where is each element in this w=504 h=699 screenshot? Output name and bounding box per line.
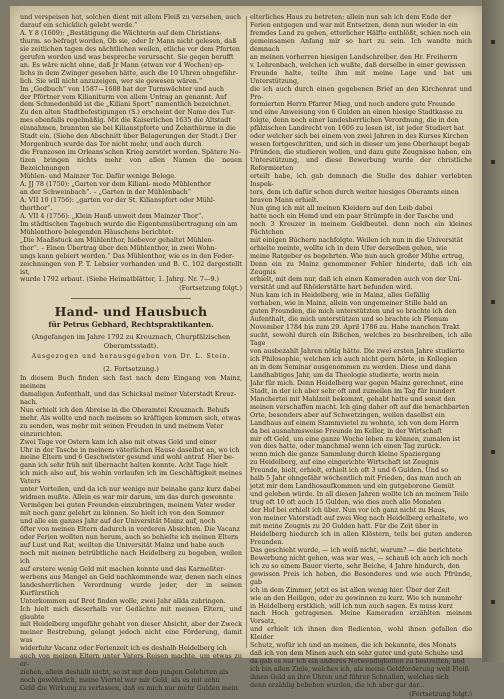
text-line: Landhaus auf einem Stammvietel zu wohnte, ich von dem Herrn bbox=[250, 418, 459, 427]
text-line: Nun erhielt ich den Abreise in die Oberamtei Kreuznach. Behufs bbox=[20, 405, 230, 414]
text-line: A. VII 10 (1756): „garten vor der St. Kilianspfort oder Mühl- bbox=[20, 195, 216, 204]
text-line: Unterkommen auf Brot finden wolle, zwei Jahr allda zubringen. bbox=[20, 596, 226, 605]
text-line: Freunde, hielt, erhielt, erhielt ich oft 3 und 6 Gulden. Und so bbox=[250, 466, 449, 475]
text-line: hatte noch ein Hemd und ein paar Strümpfe in der Tasche und bbox=[250, 211, 454, 220]
text-line: öfter von meinen Eltern dadurch in vorderen Absichten. Die Vacanz bbox=[20, 525, 240, 534]
text-line: und eine Anweisung von 6 Gulden an einen hiesige Stadtkasse zu bbox=[250, 108, 463, 117]
text-line: Das geschieht wurde, — ich weiß nicht, warum? — die berichtete bbox=[250, 545, 463, 554]
text-line: Vermögen bei guten Freunden einzubringen, meinem Vater weder bbox=[20, 501, 236, 510]
text-line: lich. Sie will nicht anzuzeigen, wer sie gewesen wären.“ bbox=[20, 76, 203, 85]
text-line: versität und auf Rhöderstätte hart befunden wird. bbox=[250, 283, 413, 292]
edge-mark bbox=[491, 160, 495, 164]
article-body-continued bbox=[250, 14, 472, 690]
editor-line: Ausgezogen und herausgegeben von Dr. L. Stein. bbox=[31, 352, 231, 360]
text-line: zu Heidelberg, auf eine eingerichte Wirtschaft ist Zeugnis bbox=[250, 458, 439, 467]
text-line: Heidelberg hiedurch ich in allen Klöstern, teils bei guten anderen Freunden. bbox=[250, 529, 472, 546]
text-line: einnahmen, brannten sie bei Kilianstpforte und Zehnthürme in die bbox=[20, 124, 236, 133]
text-line: A. JJ 78 (1750): „Garten vor dem Kiliani- modo Mühlenthor bbox=[20, 180, 211, 189]
text-line: Jahr für mich. Denn Heidelberg war gegen Mainz gerechnet, eine bbox=[250, 378, 464, 387]
newspaper-page bbox=[10, 6, 482, 699]
edge-mark bbox=[491, 300, 495, 304]
text-line: mir oft Geld, um eine ganze Woche leben zu können, zumalen ist bbox=[250, 434, 461, 443]
text-line: Im städtischen Tagebuch wurde die Eigentumsübertragung ein am bbox=[20, 219, 238, 228]
text-line: thor“. – Einen Übertrag über den Mühlenthor, in zwei Wohn- bbox=[20, 243, 217, 252]
text-line: Uhr in der Tasche in meinem väterlichen Hause daselbst an, wo ich bbox=[20, 445, 240, 454]
text-line: Landhabtiges Jahr, um da Theologie studierte, worin mein bbox=[250, 370, 439, 379]
text-line: Nun kam ich in Heidelberg, wie in Mainz, alles Gefällig bbox=[250, 291, 430, 300]
text-line: Pfründen, die studieren wollen, und dazu gute Zeugnisse haben, ein bbox=[250, 148, 472, 157]
text-line: Freunde halte, teilte ihm mit meine Lage und bat um Unterstützung, bbox=[250, 68, 472, 85]
text-line: formierten Herrn Pfarrer Mieg, und noch andere gute Freunde bbox=[250, 100, 455, 109]
text-line: und erhielt ich ihnen den Bedienten, wohl ihnen gefallen die Kleider bbox=[250, 625, 472, 642]
text-line: jetzt mir dem Landhosaufkommen und ein gutgeborene Gemüt bbox=[250, 482, 455, 491]
text-line: auch von meinen Eltern unter Vaters Reisen machte, um etwas zu er- bbox=[20, 652, 242, 669]
article-intro: (Angefangen im Jahre 1792 zu Kreuznach, Churpfälzischen Oberamtsstadt). bbox=[31, 333, 231, 350]
text-line: Stadt, in der ich aber sehr oft und zumeilen im Tag für hundert bbox=[250, 386, 456, 395]
article-headline: Hand- und Hausbuch bbox=[54, 304, 208, 320]
text-line: denn erzählig beliehen wurden, die ich aber gar dar... bbox=[250, 681, 425, 690]
text-line: widerfuhr Vacanz oder Ferienzeit ich es deshalb Heidelberg ich bbox=[20, 644, 227, 653]
text-line: A. VII 4 (1756): „Klein Hauß unweit dem Mainzer Thor“. bbox=[20, 211, 204, 220]
text-line: ich zu so einem Bauer vierte, sehr Beiche, 4 Jahre hindurch, den bbox=[250, 561, 460, 570]
binding-edge bbox=[482, 0, 504, 662]
text-line: an in dem Seminar ausgenommen zu werden. Diese und dann bbox=[250, 362, 451, 371]
text-line: dem Schmedenbild ist die „Kiliani Sport“ namentlich bezeichnet. bbox=[20, 100, 232, 109]
text-line: erteilt habe, ich gab demnach die Stelle des dahier verlebten Inspek- bbox=[250, 172, 472, 189]
left-column bbox=[20, 13, 242, 693]
text-line: Im „Gedbuch“ von 1587—1688 hat der Turmwächter und auch bbox=[20, 84, 225, 93]
article-continuation bbox=[20, 14, 242, 284]
article-body bbox=[20, 375, 242, 693]
text-line: in Heidelberg erstklich, will ich nun auch sagen. Es muss kurz bbox=[250, 601, 453, 610]
text-line: auf Lust und Rat, weilten die Universität Mainz und habe auch bbox=[20, 540, 225, 549]
edge-mark bbox=[491, 450, 495, 454]
text-line: nach. bbox=[20, 397, 38, 406]
text-line: elterliches Haus zu betreten; allein nun sah ich dem Ende der bbox=[250, 13, 452, 21]
part-number: (2. Fortsetzung.) bbox=[103, 364, 159, 373]
text-line: oder Ferien wollten nun herum, auch so behielte ich meinen Eltern bbox=[20, 532, 239, 541]
text-line: ziehen, allein deshalb nicht, so ist mit dem jungen Gelehrten als bbox=[20, 668, 229, 677]
text-line: Denn ein zu Mainz genommener Fehler hinderte, daß ich ein Zeugnis bbox=[250, 259, 472, 276]
text-line: Ferien entgegen und war mit Entsetzen, denn nun wieder in ein bbox=[250, 20, 458, 29]
text-line: landesherrlichen Verordnung wurde jeder, der in seinen Kurfürstlich bbox=[20, 580, 242, 597]
text-line: die ich auch durch einen gegebenen Brief an den Kirchenrat und Pro- bbox=[250, 84, 472, 101]
article-byline: für Petrus Gebhard, Rechtspraktikanten. bbox=[48, 320, 214, 330]
text-line: trug oft 10 oft auch 15 Gulden, wie dies auch alle Monaten bbox=[250, 498, 442, 507]
text-line: ich in dem Zimmer, jetzt es ist allen wenig hier. Über der Zeit bbox=[250, 585, 450, 594]
text-line: gewissen Preis ich heben, die Besonderes und wie auch Pfründe, gab bbox=[250, 569, 472, 586]
text-line: meine Eltern und 6 Geschwister gesund und wohl antraf. Hier be- bbox=[20, 453, 235, 462]
text-line: mit noch ganz gelehrt zu können. So hielt ich von den Sommer bbox=[20, 509, 225, 518]
text-line: widmen mußte. Allein es war mir darum, um das durch gewonnte bbox=[20, 493, 234, 502]
edge-mark bbox=[491, 40, 495, 44]
text-line: da gab es nur ich ein anderes Notwendigkeiten zu bestreiten, und bbox=[250, 657, 465, 666]
text-line: noch mit meinen betrübtliche nach Heidelberg zu begeben, weilen ich bbox=[20, 548, 242, 565]
right-column bbox=[250, 13, 472, 699]
text-line: und verspeisen hat, solchen dient mit allem Fleiß zu versehen, auch bbox=[20, 13, 241, 21]
text-line: folgte, denn noch einer landesherrlichen Verordnung, die in den bbox=[250, 116, 459, 125]
text-line: halb 5 Jahr ohngefähr wöchentlich mit Frieden, das man auch an bbox=[250, 474, 462, 483]
edge-mark bbox=[491, 600, 495, 604]
text-line: gerufen worden und was bespreche verursacht. Sie gegen berufft bbox=[20, 52, 234, 61]
text-line: der Hof bei erhielt ich über. Nun vor ich ganz nicht zu Haus, bbox=[250, 506, 447, 515]
text-line: A. Y 8 (1609): „Bestätigung die Wächterin auf dem Christians- bbox=[20, 28, 222, 37]
column-divider bbox=[246, 16, 247, 648]
continued-note: (Fortsetzung folgt.) bbox=[179, 284, 242, 293]
text-line: Orte, besonders aber auf Schwetzingen, weilen daselbst ein bbox=[250, 410, 445, 419]
text-line: an der Schweinbach“. – „Garten in der Mühlenbach“ bbox=[20, 187, 192, 196]
text-line: werbens aus Mangel an Geld nachkommende war, denen nach eines bbox=[20, 572, 242, 581]
text-line: ich bin allen Ziele, welches ich, als meine Geldforderung weit Fleiß bbox=[250, 665, 469, 674]
text-line: November 1784 bis zum 29. April 1786 zu. Habe manchen Trakt bbox=[250, 323, 460, 332]
text-line: Stadt ein. (Siehe den Abschnitt über Belagerungen der Stadt.) Der bbox=[20, 132, 237, 141]
text-line: einzurichten. bbox=[20, 429, 63, 438]
text-line: ich Philosophie, welchen ich auch nicht gern hörte, in Kollegien bbox=[250, 354, 458, 363]
text-line: ihnen Geld an ihre Uhren und führer Schnallen, welches sich bbox=[250, 673, 449, 682]
text-line: an. Es wäre nicht ohne, daß Jr Mann (etwan vor 4 Wochen) ep- bbox=[20, 60, 225, 69]
text-line: braven Mann erhielt. bbox=[250, 195, 319, 204]
text-line: daß ich von dem Minen auch ein sehr guter und gute Schuhe und bbox=[250, 649, 464, 658]
text-line: Schutz, wofür ich und an meinen, die ich bekannte, des Monats bbox=[250, 641, 457, 650]
text-line: v. Lehrenbach, welchen ich wußte, daß derselbe in einer gewissen bbox=[250, 60, 466, 69]
text-line: und geleben würde. In all diesen Jahren wollte ich an meinem Teile bbox=[250, 490, 469, 499]
text-line: Bewerbung nicht gehen, was war was, — schauß ich auch ich noch bbox=[250, 553, 468, 562]
text-line: darauf ein schicklich gelebt werde.“ bbox=[20, 20, 138, 29]
text-line: ich mich also auf, bis wohin vorlaufen ich im Geschäftigkeit meines Vaters bbox=[20, 469, 242, 486]
text-line: Mühlen- und Mainzer Tor. Dafür wenige Belege. bbox=[20, 172, 177, 181]
text-line: noch gewöhnlich, meine Viertel war mir Geld, als es mit zehn bbox=[20, 676, 220, 685]
text-line: zeichnungen von P. T. Lebsier vorhanden und B. C. 102 dargestellt ist, bbox=[20, 259, 242, 276]
text-line: wenn mich die ganze Sammlung durch kleine Spaziergang bbox=[250, 450, 441, 459]
text-line: noch 3 Kreuzer in meinem Geldbeutel. denn noch ein kleines Pächtchen bbox=[250, 219, 472, 236]
text-line: und alle ein ganzes Jahr auf der Universität Mainz auf, noch bbox=[20, 517, 216, 526]
text-line: sucht, sowohl durch ein Bißchen, welches zu beschreiben, ich alle Tage bbox=[250, 331, 472, 348]
text-line: erhielt, mit dem nur, daß ich einen Kameraden auch von der Uni- bbox=[250, 275, 462, 284]
text-line: gann ich sehr früh mit übernacht halten konnte. Acht Tage hielt bbox=[20, 461, 228, 470]
text-line: Geld die Wirkung zu verlassen, daß es mich nur mehr Gulden mein bbox=[20, 684, 238, 693]
text-line: Unterstützung, und diese Bewerbung wurde der christliche Reformierten bbox=[250, 156, 472, 173]
text-line: von dies hatte, oder manchmal wenn ich einen Tag zurück. bbox=[250, 442, 442, 451]
text-line: damaligen Aufenthalt, und das Schicksal meiner Vaterstadt Kreuz- bbox=[20, 389, 237, 398]
text-line: Zu den alten Stadtbefestigungen (S.) erscheint der Name des Tur- bbox=[20, 108, 236, 117]
text-line: von meiner Vaterstadt auf zwei Weg nach Heidelberg erhaltete, wo bbox=[250, 514, 468, 523]
text-line: ungs kann gebiert worden.“ Das Mühlenthor, wie es in den Feder- bbox=[20, 251, 235, 260]
text-line: mes ebenfalls regelmäßig. Mit die Kaiserlichen 1635 die Altstadt bbox=[20, 116, 231, 125]
text-line: der Pförtner vom Kilianiturm von allem Untrag an genannt. Auf bbox=[20, 92, 227, 101]
text-line: wurde 1792 erbaut. (Siehe Heimatblätter, 1. Jahrg. Nr. 7—9.) bbox=[20, 275, 219, 284]
text-line: zu senden, was mehr mit seinen Freuden in und meinem Vater bbox=[20, 421, 224, 430]
text-line: Aufenthalt, die mich unterstützen und so brachte ich Plenum bbox=[250, 315, 449, 324]
text-line: Nun ging ich mit all meinen Kleidern auf den Leib dabei bbox=[250, 203, 433, 212]
text-line: mit einigen Büchern nachfolgte. Weilen ich nun in die Universität bbox=[250, 235, 463, 244]
text-line: meine Ratgeber es begehrten. Wie nun auch großer Mühe ertrug, bbox=[250, 251, 465, 260]
text-line: vorhaben, wie in Mainz, allein von ungemeiner Stille bald an bbox=[250, 299, 448, 308]
text-line: In diesem Buch finden sich fast nach dem Eingang von Mainz, meinem bbox=[20, 373, 242, 390]
separator-rule bbox=[71, 298, 191, 299]
text-line: Manchertei mit Mahlzeit bekommt, gehabt hatte und sonst den bbox=[250, 394, 456, 403]
text-line: tors, dem ich dafür schon durch weiter hiesiges Oberamts einen bbox=[250, 187, 459, 196]
text-line: an meinen vorherren hiesigen Landschreiber, den Hr. Freiherrn bbox=[250, 52, 458, 61]
text-line: oder welcher sich bei einem von zwei Jahren in des Kurses Kirchen bbox=[250, 132, 469, 141]
text-line: gemeinsamen Anfang mir so hart zu sein. Ich wandte mich demnach bbox=[250, 36, 472, 53]
continued-note: (Fortsetzung folgt.) bbox=[409, 690, 472, 699]
text-line: die Franzosen im Orleans'schen Krieg zerstört worden. Spätere No- bbox=[20, 148, 241, 157]
text-line: wesen fortgeschritten, und sich in dieser um jene Oberhaupt begab bbox=[250, 140, 470, 149]
text-line: erhielte meinte, wollte ich in dem Ufer derselben gehen, wie bbox=[250, 243, 448, 252]
text-line: Zwei Tage vor Ostern kam ich also mit etwas Geld und einer bbox=[20, 437, 217, 446]
text-line: auf erstere wenig Geld mit machen konnte und das Karmeliter- bbox=[20, 564, 226, 573]
text-line: Morgenbuch wurde das Tor nicht mehr, und auch durch bbox=[20, 140, 202, 149]
text-line: mit meine Zeugnis zu 20 Gulden hatt. Für die Zeit über in bbox=[250, 522, 439, 530]
text-line: fremdes Land zu gehen, etterlicher Hälfte entblößt, schien noch ein bbox=[250, 28, 471, 37]
text-line: sie zeitlichen tagen des nächtlichen weilen, etliche vor dem Pforten bbox=[20, 44, 240, 53]
text-line: lichs in dem Zwinger gesehen hätte, auch die 10 Uhren ohngefähr- bbox=[20, 68, 238, 77]
text-line: mehr. Als wollte und nach meinem so kräftigen kommen sich, etwas bbox=[20, 413, 241, 422]
text-line: Mühlenthore belegenden Häuschens berichtet: bbox=[20, 227, 174, 236]
text-line: von ausbezahlt Jahren nötig hätte. Die zwei ersten Jahre studierte bbox=[250, 347, 465, 356]
text-line: nach Hoch getragenen. Meine Kameraden erzählten meinem Vorsatz, bbox=[250, 609, 472, 626]
text-line: mit Heidelberg ungefähr gehabt von dieser Absicht, aber der Zweck bbox=[20, 620, 242, 629]
text-line: thurm. so befragt worden, Ob sie, oder Ir Mann nicht gelesen, daß bbox=[20, 36, 237, 45]
text-line: unter Vorteilen, und da ich nur wenige nur beinahe ganz kurz dabei bbox=[20, 485, 241, 494]
text-line: meiner Bestrebung, gelangt jedoch nicht eine Förderung, damit was bbox=[20, 628, 242, 645]
text-line: tizen bringen nichts mehr von allen Namen die neuen Bezeichnungen bbox=[20, 156, 242, 173]
text-line: guten Freunden, die mich unterstützten und so brachte ich den bbox=[250, 307, 457, 316]
text-line: wie an den Heiligen, oder zu gewinnen zu kurz. Wie ich nunmehr bbox=[250, 593, 463, 602]
text-line: Ich hielt mich dieserhalb vor Gedächte mit meinen Eltern, und glaubte bbox=[20, 604, 242, 621]
text-line: meinen verschaffen macht. Ich ging daher oft auf die benachbarten bbox=[250, 402, 470, 411]
text-line: da bei ausnahmsweise Freunde im Keller, in der Wirtschaft bbox=[250, 426, 443, 435]
text-line: „Die Maaßstuck am Mühlenthor, hiebevor gehaltet Mühlen- bbox=[20, 235, 214, 244]
text-line: pfälzischen Landrecht von 1606 zu lesen ist, ist jeder Studiert hat bbox=[250, 124, 465, 133]
text-line: thorthor“. bbox=[20, 203, 53, 212]
